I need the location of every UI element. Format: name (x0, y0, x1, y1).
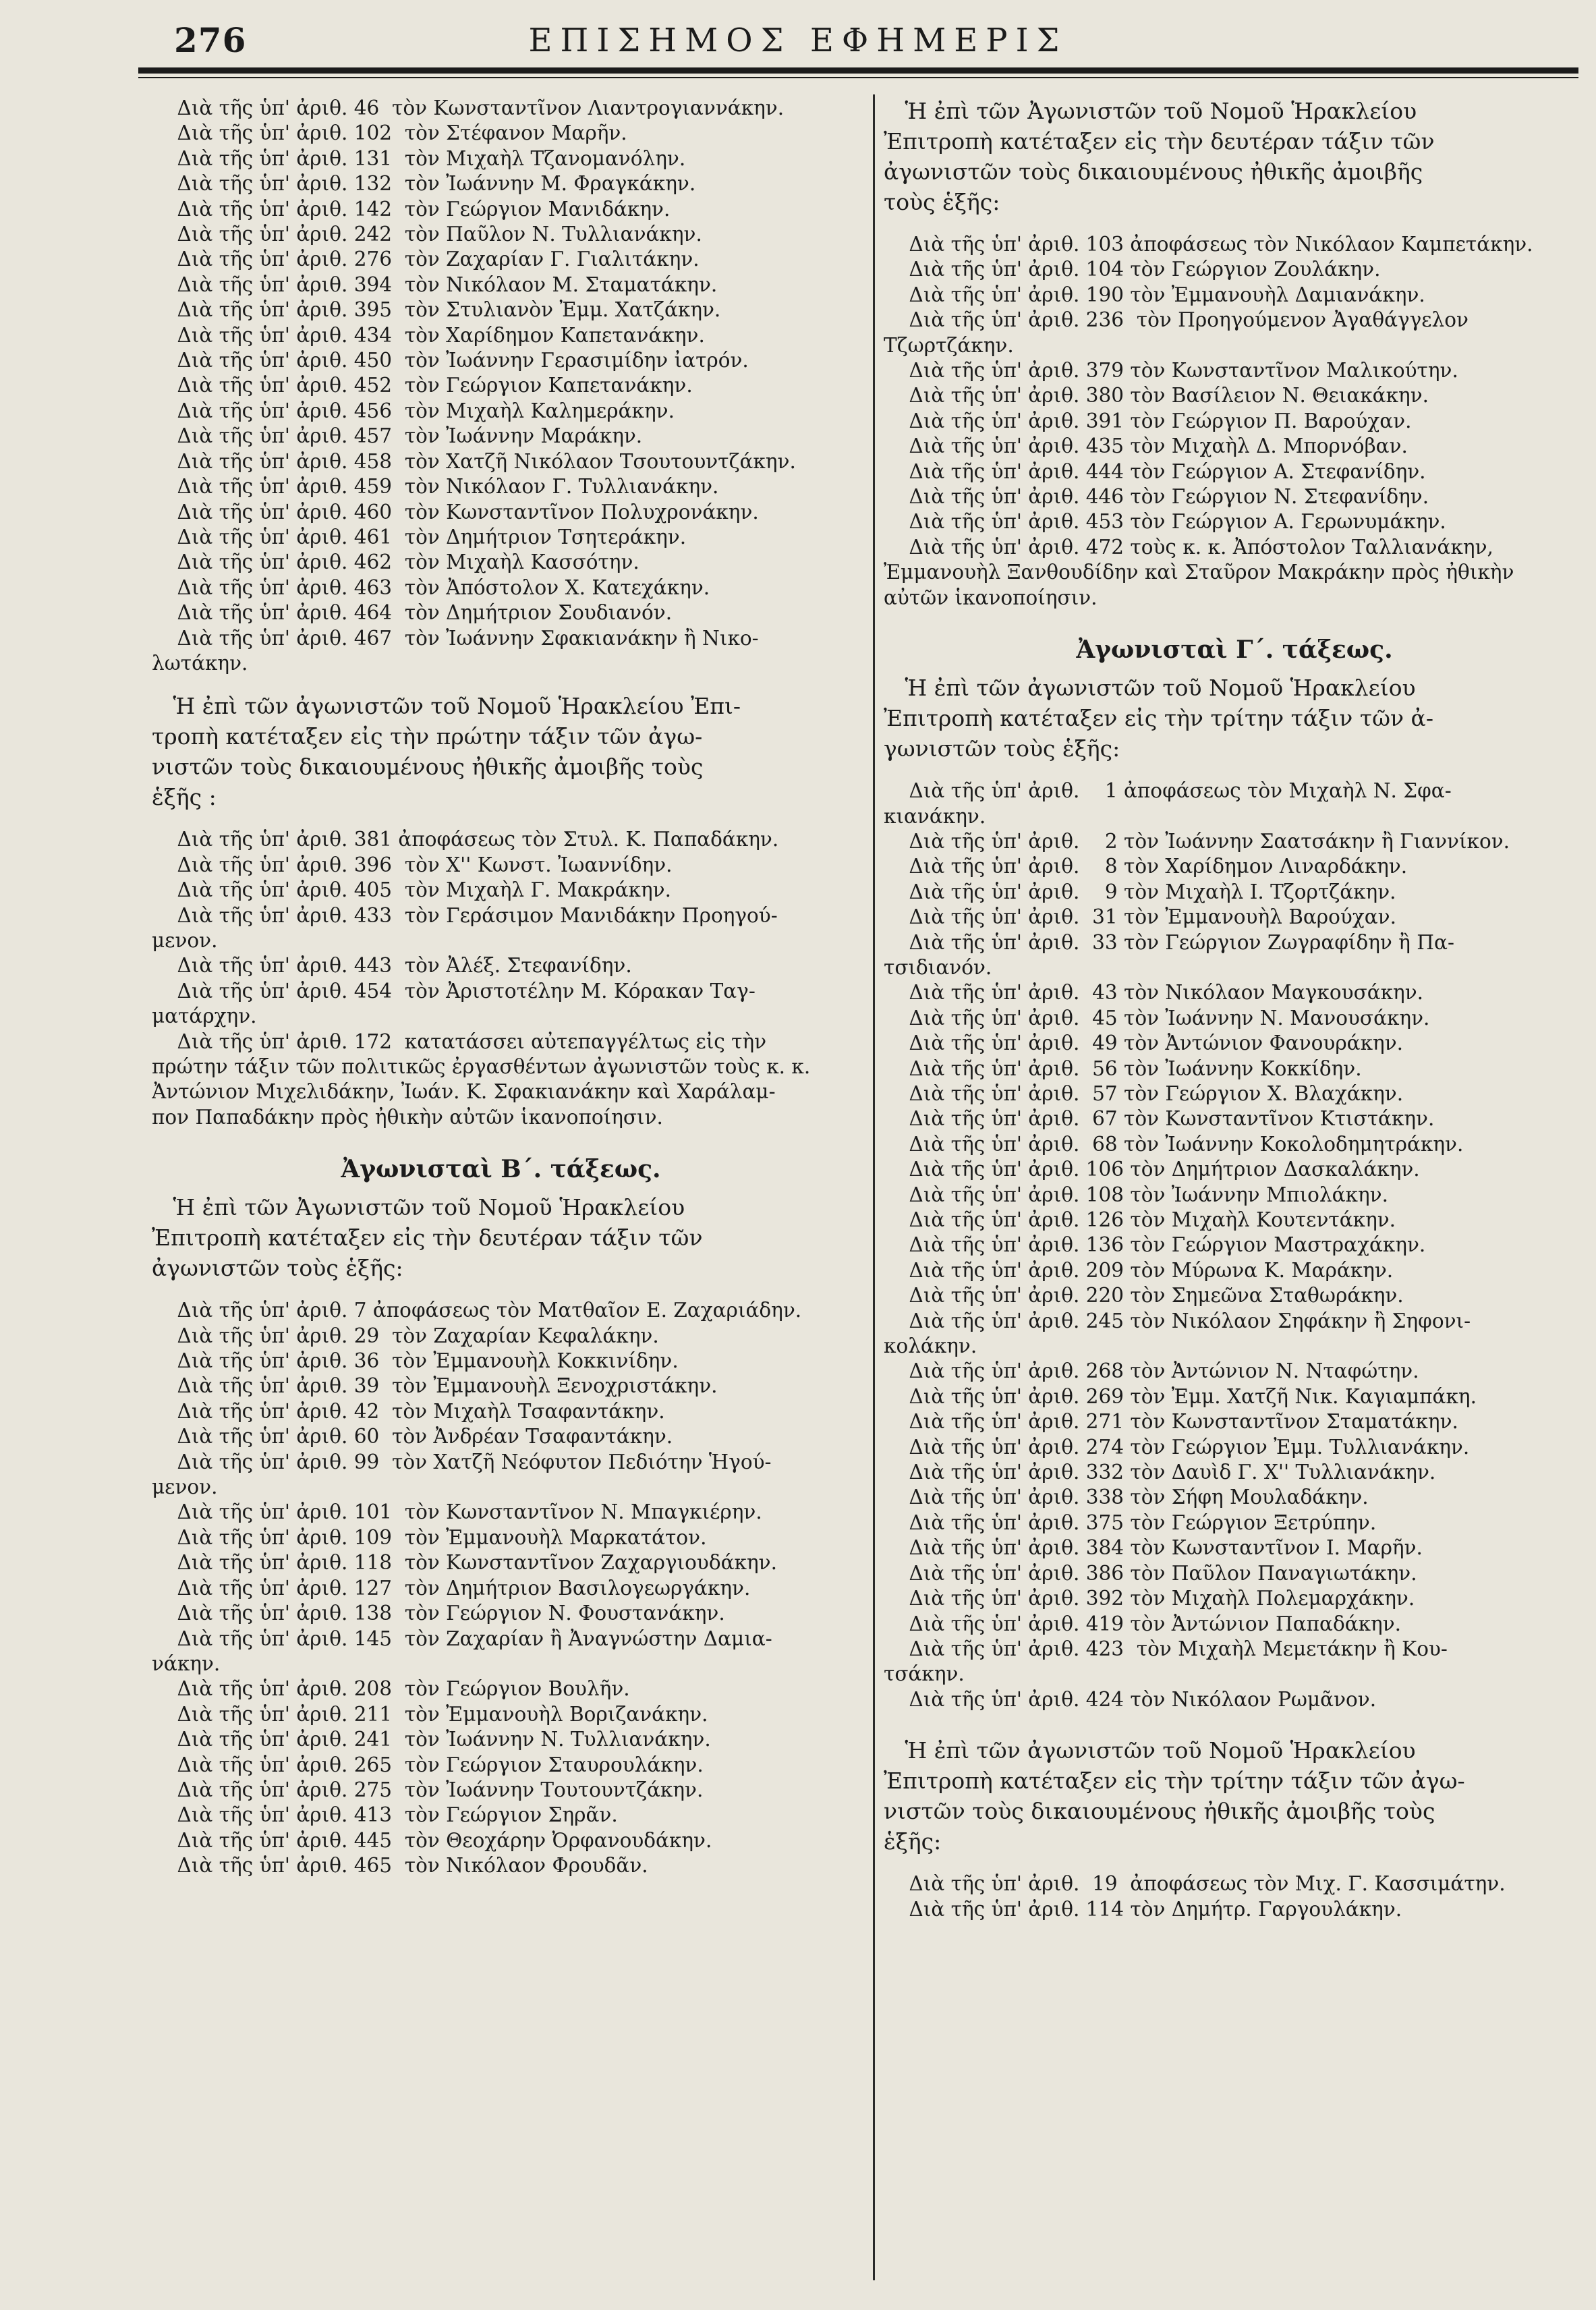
paragraph-third-class (884, 673, 1585, 764)
decision-entry: Διὰ τῆς ὑπ' ἀριθ. 42 τὸν Μιχαὴλ Τσαφαντάκην. (152, 1399, 665, 1423)
decision-entry: Διὰ τῆς ὑπ' ἀριθ. 108 τὸν Ἰωάννην Μπιολάκην. (884, 1183, 1388, 1206)
decision-entry: Διὰ τῆς ὑπ' ἀριθ. 405 τὸν Μιχαὴλ Γ. Μακράκην. (152, 878, 671, 902)
decision-entry: μενον. (152, 928, 218, 952)
decision-entry: Διὰ τῆς ὑπ' ἀριθ. 57 τὸν Γεώργιον Χ. Βλαχάκην. (884, 1081, 1404, 1105)
paragraph-line: Ἡ ἐπὶ τῶν ἀγωνιστῶν τοῦ Νομοῦ Ἡρακλείου Ἐπι- (152, 693, 741, 720)
decision-entry: Διὰ τῆς ὑπ' ἀριθ. 220 τὸν Σημεῶνα Σταθωράκην. (884, 1284, 1404, 1307)
decision-entry: Διὰ τῆς ὑπ' ἀριθ. 190 τὸν Ἐμμανουὴλ Δαμιανάκην. (884, 283, 1425, 306)
decision-entry: Διὰ τῆς ὑπ' ἀριθ. 450 τὸν Ἰωάννην Γερασιμίδην ἰατρόν. (152, 349, 749, 372)
publication-title: ΕΠΙΣΗΜΟΣ ΕΦΗΜΕΡΙΣ (528, 22, 1068, 59)
decision-entry: Διὰ τῆς ὑπ' ἀριθ. 208 τὸν Γεώργιον Βουλῆν. (152, 1677, 630, 1701)
decision-entry: Διὰ τῆς ὑπ' ἀριθ. 375 τὸν Γεώργιον Ξετρύπην. (884, 1511, 1377, 1534)
paragraph-line: τροπὴ κατέταξεν εἰς τὴν πρώτην τάξιν τῶν ἀγω- (152, 723, 703, 750)
decision-entry: Διὰ τῆς ὑπ' ἀριθ. 60 τὸν Ἀνδρέαν Τσαφαντάκην. (152, 1425, 673, 1448)
decision-entry: Διὰ τῆς ὑπ' ἀριθ. 396 τὸν Χ'' Κωνστ. Ἰωαννίδην. (152, 853, 673, 876)
decision-list-a (152, 96, 850, 676)
decision-entry: Διὰ τῆς ὑπ' ἀριθ. 19 ἀποφάσεως τὸν Μιχ. Γ. Κασσιμάτην. (884, 1872, 1506, 1896)
decision-entry: Διὰ τῆς ὑπ' ἀριθ. 467 τὸν Ἰωάννην Σφακιανάκην ἢ Νικο- (152, 626, 759, 650)
page-number: 276 (174, 20, 247, 60)
right-column (884, 96, 1585, 1922)
decision-entry: Διὰ τῆς ὑπ' ἀριθ. 384 τὸν Κωνσταντῖνον Ι. Μαρῆν. (884, 1536, 1423, 1560)
header-rule-thick (138, 67, 1578, 74)
decision-entry: Διὰ τῆς ὑπ' ἀριθ. 1 ἀποφάσεως τὸν Μιχαὴλ Ν. Σφα- (884, 779, 1452, 803)
decision-entry: Διὰ τῆς ὑπ' ἀριθ. 268 τὸν Ἀντώνιον Ν. Νταφώτην. (884, 1359, 1419, 1383)
decision-entry: Διὰ τῆς ὑπ' ἀριθ. 454 τὸν Ἀριστοτέλην Μ. Κόρακαν Ταγ- (152, 979, 756, 1003)
paragraph-line: τοὺς ἑξῆς: (884, 189, 1000, 215)
decision-entry: πον Παπαδάκην πρὸς ἠθικὴν αὐτῶν ἱκανοποίησιν. (152, 1105, 663, 1129)
decision-entry: Διὰ τῆς ὑπ' ἀριθ. 453 τὸν Γεώργιον Α. Γερωνυμάκην. (884, 510, 1446, 534)
decision-entry: Διὰ τῆς ὑπ' ἀριθ. 102 τὸν Στέφανον Μαρῆν. (152, 121, 627, 145)
decision-entry: τσάκην. (884, 1662, 965, 1686)
decision-entry: Διὰ τῆς ὑπ' ἀριθ. 265 τὸν Γεώργιον Σταυρουλάκην. (152, 1753, 704, 1776)
decision-entry: Διὰ τῆς ὑπ' ἀριθ. 458 τὸν Χατζῆ Νικόλαον Τσουτουντζάκην. (152, 449, 796, 473)
decision-entry: Διὰ τῆς ὑπ' ἀριθ. 236 τὸν Προηγούμενον Ἀγαθάγγελον (884, 308, 1469, 332)
decision-entry: Διὰ τῆς ὑπ' ἀριθ. 242 τὸν Παῦλον Ν. Τυλλιανάκην. (152, 223, 702, 246)
paragraph-second-class (152, 1192, 850, 1283)
decision-entry: Διὰ τῆς ὑπ' ἀριθ. 463 τὸν Ἀπόστολον Χ. Κατεχάκην. (152, 575, 710, 599)
decision-entry: Διὰ τῆς ὑπ' ἀριθ. 67 τὸν Κωνσταντῖνον Κτιστάκην. (884, 1107, 1435, 1131)
decision-entry: Διὰ τῆς ὑπ' ἀριθ. 380 τὸν Βασίλειον Ν. Θειακάκην. (884, 384, 1429, 407)
decision-entry: Διὰ τῆς ὑπ' ἀριθ. 457 τὸν Ἰωάννην Μαράκην. (152, 424, 643, 448)
decision-entry: Διὰ τῆς ὑπ' ἀριθ. 127 τὸν Δημήτριον Βασιλογεωργάκην. (152, 1576, 751, 1600)
decision-entry: Διὰ τῆς ὑπ' ἀριθ. 443 τὸν Ἀλέξ. Στεφανίδην. (152, 954, 632, 978)
decision-entry: Διὰ τῆς ὑπ' ἀριθ. 269 τὸν Ἐμμ. Χατζῆ Νικ. Καγιαμπάκη. (884, 1384, 1477, 1408)
paragraph-line: Ἐπιτροπὴ κατέταξεν εἰς τὴν τρίτην τάξιν τῶν ἀγω- (884, 1768, 1465, 1795)
header-rule-thin (138, 77, 1578, 78)
paragraph-line: Ἡ ἐπὶ τῶν ἀγωνιστῶν τοῦ Νομοῦ Ἡρακλείου (884, 1737, 1416, 1764)
decision-entry: Διὰ τῆς ὑπ' ἀριθ. 39 τὸν Ἐμμανουὴλ Ξενοχριστάκην. (152, 1374, 718, 1398)
decision-entry: Διὰ τῆς ὑπ' ἀριθ. 126 τὸν Μιχαὴλ Κουτεντάκην. (884, 1208, 1396, 1231)
paragraph-line: ἀγωνιστῶν τοὺς δικαιουμένους ἠθικῆς ἀμοιβῆς (884, 159, 1423, 185)
decision-entry: Διὰ τῆς ὑπ' ἀριθ. 114 τὸν Δημήτρ. Γαργουλάκην. (884, 1897, 1402, 1921)
decision-entry: Διὰ τῆς ὑπ' ἀριθ. 9 τὸν Μιχαὴλ Ι. Τζορτζάκην. (884, 880, 1396, 903)
decision-entry: Διὰ τῆς ὑπ' ἀριθ. 36 τὸν Ἐμμανουὴλ Κοκκινίδην. (152, 1349, 679, 1373)
decision-entry: Διὰ τῆς ὑπ' ἀριθ. 271 τὸν Κωνσταντῖνον Σταματάκην. (884, 1410, 1458, 1434)
decision-entry: Διὰ τῆς ὑπ' ἀριθ. 462 τὸν Μιχαὴλ Κασσότην. (152, 551, 639, 574)
decision-entry: Διὰ τῆς ὑπ' ἀριθ. 46 τὸν Κωνσταντῖνον Λιαντρογιαννάκην. (152, 96, 785, 119)
decision-entry: Διὰ τῆς ὑπ' ἀριθ. 99 τὸν Χατζῆ Νεόφυτον Πεδιότην Ἡγού- (152, 1450, 772, 1473)
decision-entry: Διὰ τῆς ὑπ' ἀριθ. 395 τὸν Στυλιανὸν Ἐμμ. Χατζάκην. (152, 298, 721, 322)
paragraph-line: Ἐπιτροπὴ κατέταξεν εἰς τὴν δευτέραν τάξιν τῶν (884, 128, 1435, 154)
decision-entry: Διὰ τῆς ὑπ' ἀριθ. 109 τὸν Ἐμμανουὴλ Μαρκατάτον. (152, 1525, 707, 1549)
decision-entry: Διὰ τῆς ὑπ' ἀριθ. 413 τὸν Γεώργιον Σηρᾶν. (152, 1803, 618, 1827)
paragraph-line: ἑξῆς: (884, 1828, 942, 1855)
decision-entry: Διὰ τῆς ὑπ' ἀριθ. 392 τὸν Μιχαὴλ Πολεμαρχάκην. (884, 1587, 1415, 1610)
decision-entry: Διὰ τῆς ὑπ' ἀριθ. 132 τὸν Ἰωάννην Μ. Φραγκάκην. (152, 172, 696, 196)
decision-entry: Ἀντώνιον Μιχελιδάκην, Ἰωάν. Κ. Σφακιανάκην καὶ Χαράλαμ- (152, 1080, 776, 1104)
paragraph-line: Ἐπιτροπὴ κατέταξεν εἰς τὴν τρίτην τάξιν τῶν ἀ- (884, 705, 1433, 732)
paragraph-line: Ἡ ἐπὶ τῶν ἀγωνιστῶν τοῦ Νομοῦ Ἡρακλείου (884, 675, 1416, 702)
decision-entry: Διὰ τῆς ὑπ' ἀριθ. 394 τὸν Νικόλαον Μ. Σταματάκην. (152, 273, 718, 296)
decision-entry: Διὰ τῆς ὑπ' ἀριθ. 56 τὸν Ἰωάννην Κοκκίδην. (884, 1057, 1362, 1080)
paragraph-second-class-2 (884, 96, 1585, 217)
decision-entry: Διὰ τῆς ὑπ' ἀριθ. 338 τὸν Σήφη Μουλαδάκην. (884, 1486, 1369, 1509)
decision-entry: αὐτῶν ἱκανοποίησιν. (884, 586, 1098, 609)
paragraph-line: Ἡ ἐπὶ τῶν Ἀγωνιστῶν τοῦ Νομοῦ Ἡρακλείου (884, 98, 1417, 124)
decision-entry: Διὰ τῆς ὑπ' ἀριθ. 103 ἀποφάσεως τὸν Νικόλαον Καμπετάκην. (884, 233, 1533, 256)
decision-list-b (152, 827, 850, 1130)
decision-entry: Διὰ τῆς ὑπ' ἀριθ. 434 τὸν Χαρίδημον Καπετανάκην. (152, 323, 705, 347)
paragraph-first-class (152, 691, 850, 812)
decision-entry: Τζωρτζάκην. (884, 333, 1014, 357)
decision-entry: Διὰ τῆς ὑπ' ἀριθ. 211 τὸν Ἐμμανουὴλ Βοριζανάκην. (152, 1702, 708, 1726)
decision-list-f (884, 1871, 1585, 1922)
left-column (152, 96, 850, 1879)
decision-entry: πρώτην τάξιν τῶν πολιτικῶς ἐργασθέντων ἀγωνιστῶν τοὺς κ. κ. (152, 1055, 811, 1078)
decision-entry: Διὰ τῆς ὑπ' ἀριθ. 459 τὸν Νικόλαον Γ. Τυλλιανάκην. (152, 475, 719, 499)
decision-entry: Διὰ τῆς ὑπ' ἀριθ. 33 τὸν Γεώργιον Ζωγραφίδην ἢ Πα- (884, 930, 1454, 954)
decision-entry: λωτάκην. (152, 651, 248, 675)
decision-entry: Διὰ τῆς ὑπ' ἀριθ. 456 τὸν Μιχαὴλ Καλημεράκην. (152, 399, 675, 422)
decision-list-c (152, 1298, 850, 1878)
decision-entry: Διὰ τῆς ὑπ' ἀριθ. 245 τὸν Νικόλαον Σηφάκην ἢ Σηφονι- (884, 1309, 1471, 1332)
decision-entry: Διὰ τῆς ὑπ' ἀριθ. 464 τὸν Δημήτριον Σουδιανόν. (152, 601, 673, 625)
decision-entry: Διὰ τῆς ὑπ' ἀριθ. 433 τὸν Γεράσιμον Μανιδάκην Προηγού- (152, 903, 778, 927)
decision-entry: νάκην. (152, 1652, 221, 1675)
decision-entry: Διὰ τῆς ὑπ' ἀριθ. 43 τὸν Νικόλαον Μαγκουσάκην. (884, 981, 1424, 1005)
decision-list-d (884, 232, 1585, 611)
decision-entry: Διὰ τῆς ὑπ' ἀριθ. 379 τὸν Κωνσταντῖνον Μαλικούτην. (884, 359, 1458, 383)
decision-entry: Διὰ τῆς ὑπ' ἀριθ. 8 τὸν Χαρίδημον Λιναρδάκην. (884, 855, 1408, 878)
decision-entry: Διὰ τῆς ὑπ' ἀριθ. 445 τὸν Θεοχάρην Ὀρφανουδάκην. (152, 1828, 712, 1852)
decision-entry: Διὰ τῆς ὑπ' ἀριθ. 209 τὸν Μύρωνα Κ. Μαράκην. (884, 1258, 1394, 1282)
decision-entry: Διὰ τῆς ὑπ' ἀριθ. 424 τὸν Νικόλαον Ρωμᾶνον. (884, 1687, 1377, 1711)
paragraph-line: ἀγωνιστῶν τοὺς ἑξῆς: (152, 1255, 403, 1282)
decision-entry: Διὰ τῆς ὑπ' ἀριθ. 275 τὸν Ἰωάννην Τουτουντζάκην. (152, 1778, 704, 1801)
decision-entry: Διὰ τῆς ὑπ' ἀριθ. 461 τὸν Δημήτριον Τσητεράκην. (152, 525, 687, 548)
decision-entry: Διὰ τῆς ὑπ' ἀριθ. 68 τὸν Ἰωάννην Κοκολοδημητράκην. (884, 1132, 1464, 1156)
paragraph-line: ἑξῆς : (152, 784, 217, 811)
decision-entry: Διὰ τῆς ὑπ' ἀριθ. 172 κατατάσσει αὐτεπαγγέλτως εἰς τὴν (152, 1030, 767, 1053)
decision-list-e (884, 779, 1585, 1712)
decision-entry: Διὰ τῆς ὑπ' ἀριθ. 444 τὸν Γεώργιον Α. Στεφανίδην. (884, 459, 1426, 483)
section-heading-second-class: Ἀγωνισταὶ Β΄. τάξεως. (341, 1155, 661, 1184)
decision-entry: Διὰ τῆς ὑπ' ἀριθ. 241 τὸν Ἰωάννην Ν. Τυλλιανάκην. (152, 1728, 711, 1751)
decision-entry: Διὰ τῆς ὑπ' ἀριθ. 460 τὸν Κωνσταντῖνον Πολυχρονάκην. (152, 500, 759, 524)
decision-entry: Διὰ τῆς ὑπ' ἀριθ. 423 τὸν Μιχαὴλ Μεμετάκην ἢ Κου- (884, 1637, 1448, 1660)
section-heading-third-class: Ἀγωνισταὶ Γ΄. τάξεως. (1076, 636, 1393, 665)
column-divider (873, 94, 875, 2280)
decision-entry: Διὰ τῆς ὑπ' ἀριθ. 118 τὸν Κωνσταντῖνον Ζαχαργιουδάκην. (152, 1551, 777, 1575)
decision-entry: κιανάκην. (884, 804, 986, 828)
paragraph-line: νιστῶν τοὺς δικαιουμένους ἠθικῆς ἀμοιβῆς τοὺς (152, 754, 704, 781)
decision-entry: Διὰ τῆς ὑπ' ἀριθ. 49 τὸν Ἀντώνιον Φανουράκην. (884, 1032, 1404, 1055)
decision-entry: κολάκην. (884, 1334, 977, 1358)
decision-entry: Διὰ τῆς ὑπ' ἀριθ. 465 τὸν Νικόλαον Φρουδᾶν. (152, 1854, 648, 1878)
decision-entry: Διὰ τῆς ὑπ' ἀριθ. 136 τὸν Γεώργιον Μαστραχάκην. (884, 1233, 1426, 1257)
decision-entry: Διὰ τῆς ὑπ' ἀριθ. 138 τὸν Γεώργιον Ν. Φουστανάκην. (152, 1602, 725, 1625)
decision-entry: μενον. (152, 1475, 218, 1499)
decision-entry: Διὰ τῆς ὑπ' ἀριθ. 276 τὸν Ζαχαρίαν Γ. Γιαλιτάκην. (152, 248, 700, 271)
decision-entry: Διὰ τῆς ὑπ' ἀριθ. 472 τοὺς κ. κ. Ἀπόστολον Ταλλιανάκην, (884, 535, 1493, 559)
decision-entry: Διὰ τῆς ὑπ' ἀριθ. 145 τὸν Ζαχαρίαν ἢ Ἀναγνώστην Δαμια- (152, 1627, 772, 1650)
decision-entry: Διὰ τῆς ὑπ' ἀριθ. 446 τὸν Γεώργιον Ν. Στεφανίδην. (884, 485, 1429, 509)
decision-entry: Διὰ τῆς ὑπ' ἀριθ. 106 τὸν Δημήτριον Δασκαλάκην. (884, 1158, 1420, 1181)
decision-entry: Διὰ τῆς ὑπ' ἀριθ. 386 τὸν Παῦλον Παναγιωτάκην. (884, 1561, 1417, 1585)
paragraph-third-class-2 (884, 1735, 1585, 1857)
paragraph-line: Ἡ ἐπὶ τῶν Ἀγωνιστῶν τοῦ Νομοῦ Ἡρακλείου (152, 1194, 685, 1221)
decision-entry: Διὰ τῆς ὑπ' ἀριθ. 2 τὸν Ἰωάννην Σαατσάκην ἢ Γιαννίκον. (884, 829, 1510, 853)
decision-entry: Διὰ τῆς ὑπ' ἀριθ. 101 τὸν Κωνσταντῖνον Ν. Μπαγκιέρην. (152, 1500, 762, 1524)
decision-entry: Ἐμμανουὴλ Ξανθουδίδην καὶ Σταῦρον Μακράκην πρὸς ἠθικὴν (884, 561, 1514, 584)
decision-entry: Διὰ τῆς ὑπ' ἀριθ. 274 τὸν Γεώργιον Ἐμμ. Τυλλιανάκην. (884, 1435, 1470, 1459)
page-header (0, 0, 1596, 76)
decision-entry: τσιδιανόν. (884, 955, 992, 979)
decision-entry: Διὰ τῆς ὑπ' ἀριθ. 7 ἀποφάσεως τὸν Ματθαῖον Ε. Ζαχαριάδην. (152, 1299, 802, 1322)
decision-entry: ματάρχην. (152, 1005, 257, 1028)
decision-entry: Διὰ τῆς ὑπ' ἀριθ. 419 τὸν Ἀντώνιον Παπαδάκην. (884, 1612, 1402, 1635)
decision-entry: Διὰ τῆς ὑπ' ἀριθ. 435 τὸν Μιχαὴλ Δ. Μπορνόβαν. (884, 434, 1408, 458)
paragraph-line: νιστῶν τοὺς δικαιουμένους ἠθικῆς ἀμοιβῆς τοὺς (884, 1798, 1435, 1825)
decision-entry: Διὰ τῆς ὑπ' ἀριθ. 452 τὸν Γεώργιον Καπετανάκην. (152, 374, 693, 397)
decision-entry: Διὰ τῆς ὑπ' ἀριθ. 391 τὸν Γεώργιον Π. Βαρούχαν. (884, 409, 1412, 432)
decision-entry: Διὰ τῆς ὑπ' ἀριθ. 142 τὸν Γεώργιον Μανιδάκην. (152, 197, 671, 221)
decision-entry: Διὰ τῆς ὑπ' ἀριθ. 381 ἀποφάσεως τὸν Στυλ. Κ. Παπαδάκην. (152, 828, 779, 851)
decision-entry: Διὰ τῆς ὑπ' ἀριθ. 29 τὸν Ζαχαρίαν Κεφαλάκην. (152, 1324, 659, 1347)
decision-entry: Διὰ τῆς ὑπ' ἀριθ. 104 τὸν Γεώργιον Ζουλάκην. (884, 258, 1381, 281)
paragraph-line: Ἐπιτροπὴ κατέταξεν εἰς τὴν δευτέραν τάξιν τῶν (152, 1224, 703, 1251)
decision-entry: Διὰ τῆς ὑπ' ἀριθ. 332 τὸν Δαυὶδ Γ. Χ'' Τυλλιανάκην. (884, 1461, 1436, 1484)
decision-entry: Διὰ τῆς ὑπ' ἀριθ. 31 τὸν Ἐμμανουὴλ Βαρούχαν. (884, 905, 1396, 929)
paragraph-line: γωνιστῶν τοὺς ἑξῆς: (884, 735, 1120, 762)
decision-entry: Διὰ τῆς ὑπ' ἀριθ. 131 τὸν Μιχαὴλ Τζανομανόλην. (152, 146, 686, 170)
decision-entry: Διὰ τῆς ὑπ' ἀριθ. 45 τὸν Ἰωάννην Ν. Μανουσάκην. (884, 1006, 1430, 1030)
